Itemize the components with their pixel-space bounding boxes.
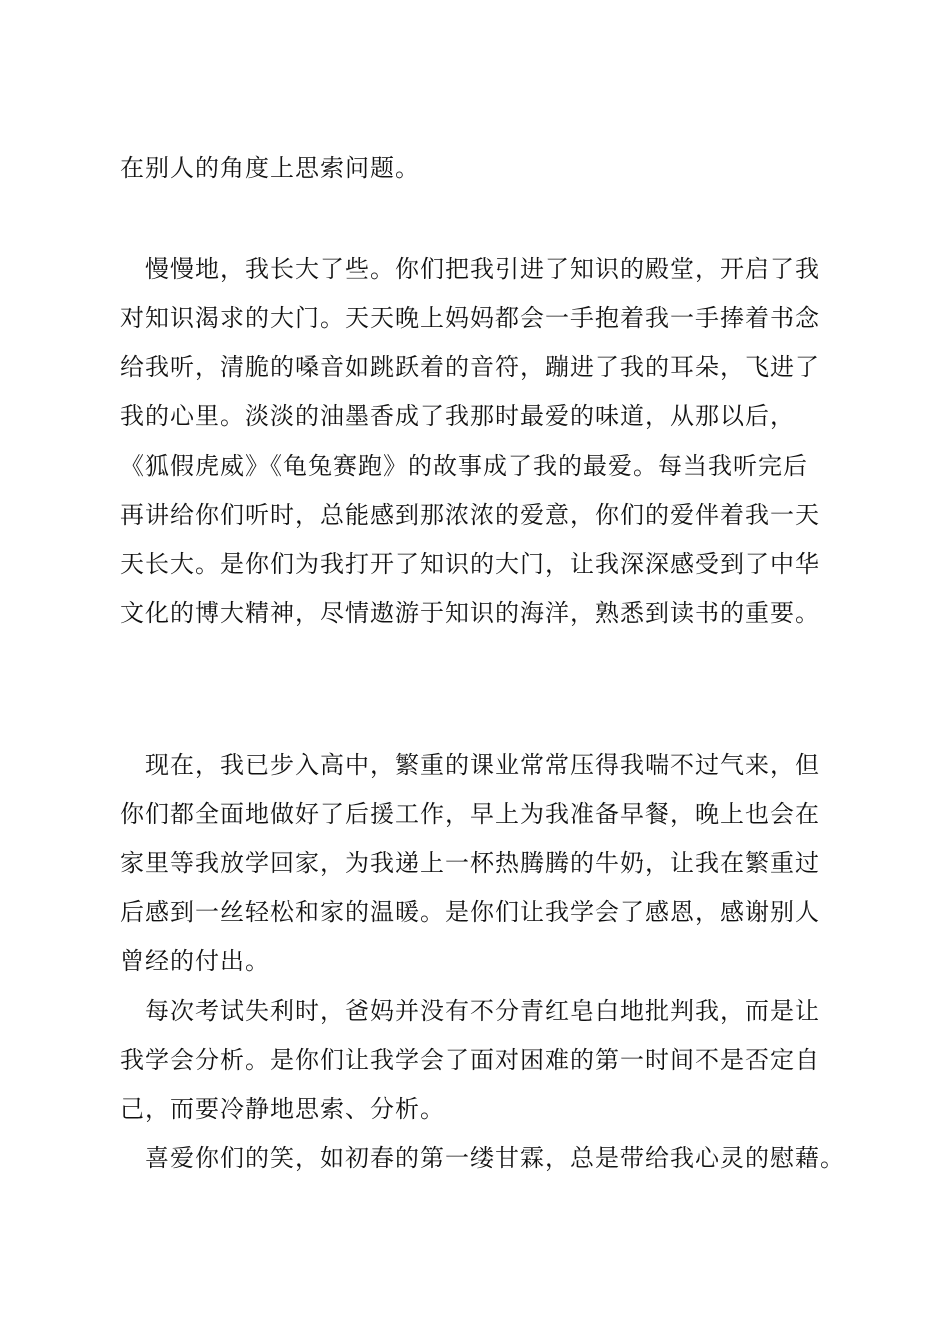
- text-line: 喜爱你们的笑，如初春的第一缕甘霖，总是带给我心灵的慰藉。: [145, 1144, 845, 1172]
- text-line: 己，而要冷静地思索、分析。: [120, 1095, 445, 1123]
- text-line: 文化的博大精神，尽情遨游于知识的海洋，熟悉到读书的重要。: [120, 599, 820, 627]
- text-line: 天长大。是你们为我打开了知识的大门，让我深深感受到了中华: [120, 550, 820, 578]
- text-line: 在别人的角度上思索问题。: [120, 154, 420, 182]
- text-line: 《狐假虎威》《龟兔赛跑》的故事成了我的最爱。每当我听完后: [120, 452, 808, 480]
- text-line: 家里等我放学回家，为我递上一杯热腾腾的牛奶，让我在繁重过: [120, 849, 820, 877]
- text-line: 每次考试失利时，爸妈并没有不分青红皂白地批判我，而是让: [145, 997, 820, 1025]
- text-line: 再讲给你们听时，总能感到那浓浓的爱意，你们的爱伴着我一天: [120, 501, 820, 529]
- text-line: 后感到一丝轻松和家的温暖。是你们让我学会了感恩，感谢别人: [120, 898, 820, 926]
- text-line: 你们都全面地做好了后援工作，早上为我准备早餐，晚上也会在: [120, 800, 820, 828]
- text-line: 曾经的付出。: [120, 947, 270, 975]
- text-line: 对知识渴求的大门。天天晚上妈妈都会一手抱着我一手捧着书念: [120, 304, 820, 332]
- text-line: 慢慢地，我长大了些。你们把我引进了知识的殿堂，开启了我: [145, 255, 820, 283]
- text-line: 给我听，清脆的嗓音如跳跃着的音符，蹦进了我的耳朵，飞进了: [120, 353, 820, 381]
- text-line: 我的心里。淡淡的油墨香成了我那时最爱的味道，从那以后，: [120, 402, 795, 430]
- text-line: 现在，我已步入高中，繁重的课业常常压得我喘不过气来，但: [145, 751, 820, 779]
- text-line: 我学会分析。是你们让我学会了面对困难的第一时间不是否定自: [120, 1046, 820, 1074]
